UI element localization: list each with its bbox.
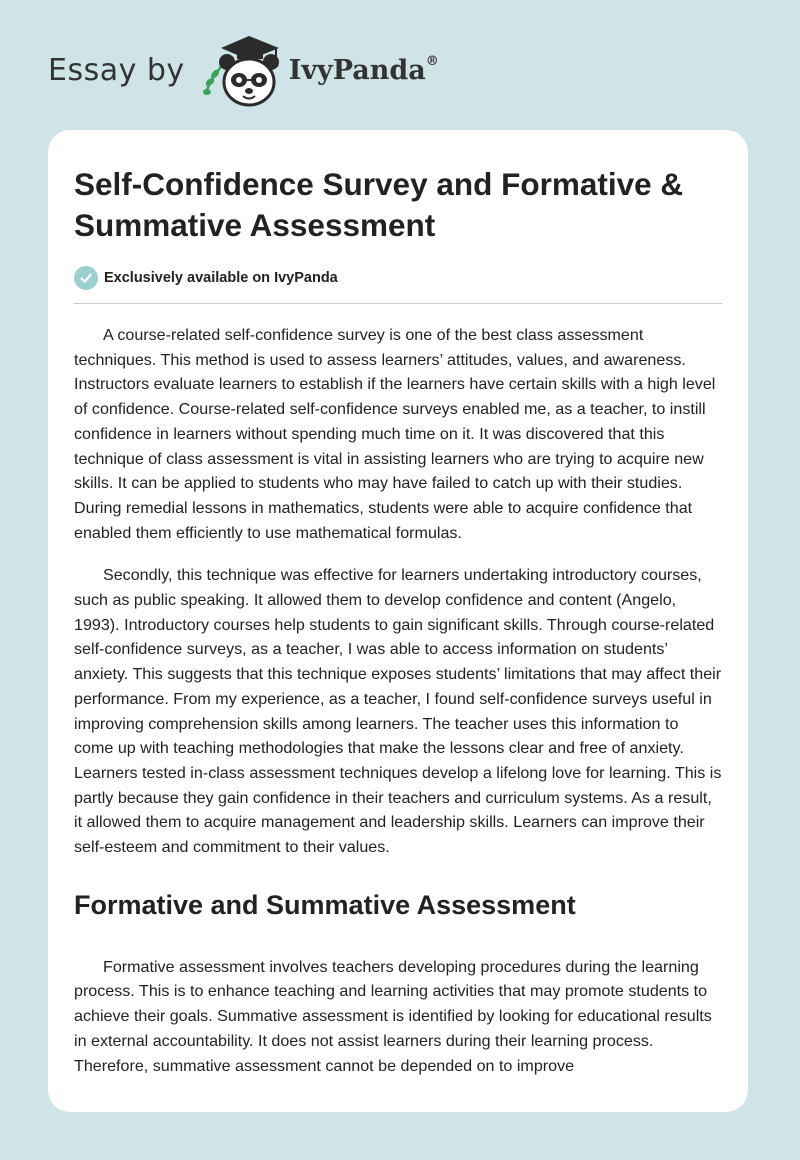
essay-content — [48, 130, 748, 1078]
paragraph: A course-related self-confidence survey is one of the best class assessment techniques. This method is used to assess learners’ attitudes, values, and awareness. Instructors evaluate learners to establish if the learners have certain skills with a high level of confidence. Course-related self-confidence surveys enabled me, as a teacher, to instill confidence in learners without spending much time on it. It was discovered that this technique of class assessment is vital in assisting learners who are trying to acquire new skills. It can be applied to students who may have failed to catch up with their studies. During remedial lessons in mathematics, students were able to acquire confidence that enabled them efficiently to use mathematical formulas. — [74, 326, 716, 542]
panda-logo-icon — [199, 30, 283, 110]
paragraph: Formative assessment involves teachers developing procedures during the learning process. This is to enhance teaching and learning activities that may promote students to achieve their goals. Summative assessment is identified by looking for educational results in external accountability. It does not assist learners during their learning process. Therefore, summative assessment cannot be depended on to improve — [74, 957, 712, 1075]
exclusive-label: Exclusively available on IvyPanda — [104, 270, 338, 286]
exclusive-badge — [74, 266, 722, 290]
divider — [74, 303, 722, 304]
site-header — [48, 30, 439, 110]
section-heading: Formative and Summative Assessment — [74, 889, 576, 920]
page-title: Self-Confidence Survey and Formative & Summative Assessment — [74, 166, 684, 243]
essay-card — [48, 130, 748, 1112]
check-icon — [74, 266, 98, 290]
essay-by-label: Essay by — [48, 52, 185, 88]
paragraph: Secondly, this technique was effective for learners undertaking introductory courses, such as public speaking. It allowed them to develop confidence and content (Angelo, 1993). Introductory courses help students to gain significant skills. Through course-related self-confidence surveys, as a teacher, I was able to access information on students’ anxiety. This suggests that this technique exposes students’ limitations that may affect their performance. From my experience, as a teacher, I found self-confidence surveys useful in improving comprehension skills among learners. The teacher uses this information to come up with teaching methodologies that make the lessons clear and free of anxiety. Learners tested in-class assessment techniques develop a lifelong love for learning. This is partly because they gain confidence in their teachers and curriculum systems. As a result, it allowed them to acquire management and leadership skills. Learners can improve their self-esteem and commitment to their values. — [74, 566, 722, 857]
brand-name: IvyPanda® — [288, 54, 439, 86]
